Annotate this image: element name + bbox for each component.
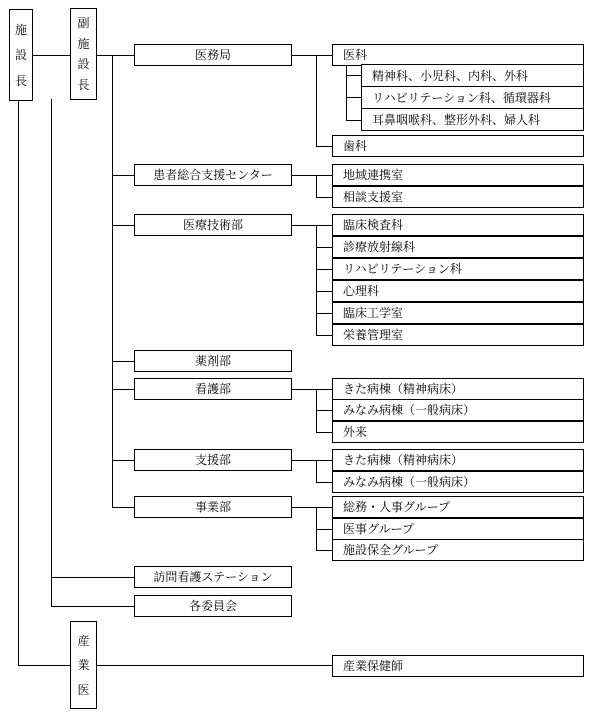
dept-nursing: 看護部 <box>134 378 292 400</box>
industrial-doctor-char: 産 <box>77 633 90 648</box>
dept-business: 事業部 <box>134 496 292 518</box>
unit-nursing: 外来 <box>332 421 584 443</box>
dept-pharmacy: 薬剤部 <box>134 350 292 372</box>
deputy-char: 長 <box>77 77 90 92</box>
dept-medical-tech: 医療技術部 <box>134 214 292 236</box>
unit-dental: 歯科 <box>332 135 584 157</box>
dept-support: 支援部 <box>134 449 292 471</box>
unit-medical-tech: 診療放射線科 <box>332 236 584 258</box>
unit-medical-tech: 心理科 <box>332 280 584 302</box>
unit-support: きた病棟（精神病床） <box>332 449 584 471</box>
industrial-doctor-char: 業 <box>77 658 90 672</box>
deputy-char: 副 <box>77 16 90 31</box>
dept-support-center: 患者総合支援センター <box>134 164 292 186</box>
deputy-box <box>70 8 97 100</box>
unit-business: 施設保全グループ <box>332 539 584 561</box>
unit-medical-tech: 栄養管理室 <box>332 324 584 346</box>
dept-committees: 各委員会 <box>134 595 292 617</box>
unit-support-center: 相談支援室 <box>332 186 584 208</box>
unit-business: 総務・人事グループ <box>332 496 584 518</box>
unit-medicine-sub: 精神科、小児科、内科、外科 <box>361 64 584 87</box>
dept-medical: 医務局 <box>134 44 292 66</box>
unit-industrial-nurse: 産業保健師 <box>332 655 584 677</box>
chief-char: 施 <box>14 22 27 37</box>
dept-home-nursing: 訪問看護ステーション <box>134 566 292 588</box>
deputy-char: 設 <box>77 57 90 72</box>
unit-medical-tech: 臨床検査科 <box>332 214 584 236</box>
deputy-char: 施 <box>77 36 90 51</box>
unit-nursing: みなみ病棟（一般病床） <box>332 399 584 421</box>
unit-support-center: 地域連携室 <box>332 164 584 186</box>
chief-char: 長 <box>14 73 27 88</box>
unit-medicine-sub: リハビリテーション科、循環器科 <box>361 86 584 109</box>
unit-medicine-sub: 耳鼻咽喉科、整形外科、婦人科 <box>361 108 584 131</box>
unit-medical-tech: リハビリテーション科 <box>332 258 584 280</box>
unit-business: 医事グループ <box>332 518 584 540</box>
unit-nursing: きた病棟（精神病床） <box>332 378 584 400</box>
unit-medicine: 医科 <box>332 44 584 66</box>
chief-char: 設 <box>14 48 27 62</box>
unit-medical-tech: 臨床工学室 <box>332 302 584 324</box>
industrial-doctor-char: 医 <box>77 682 90 697</box>
chief-box <box>9 9 33 101</box>
unit-support: みなみ病棟（一般病床） <box>332 471 584 493</box>
industrial-doctor-box <box>70 621 97 709</box>
